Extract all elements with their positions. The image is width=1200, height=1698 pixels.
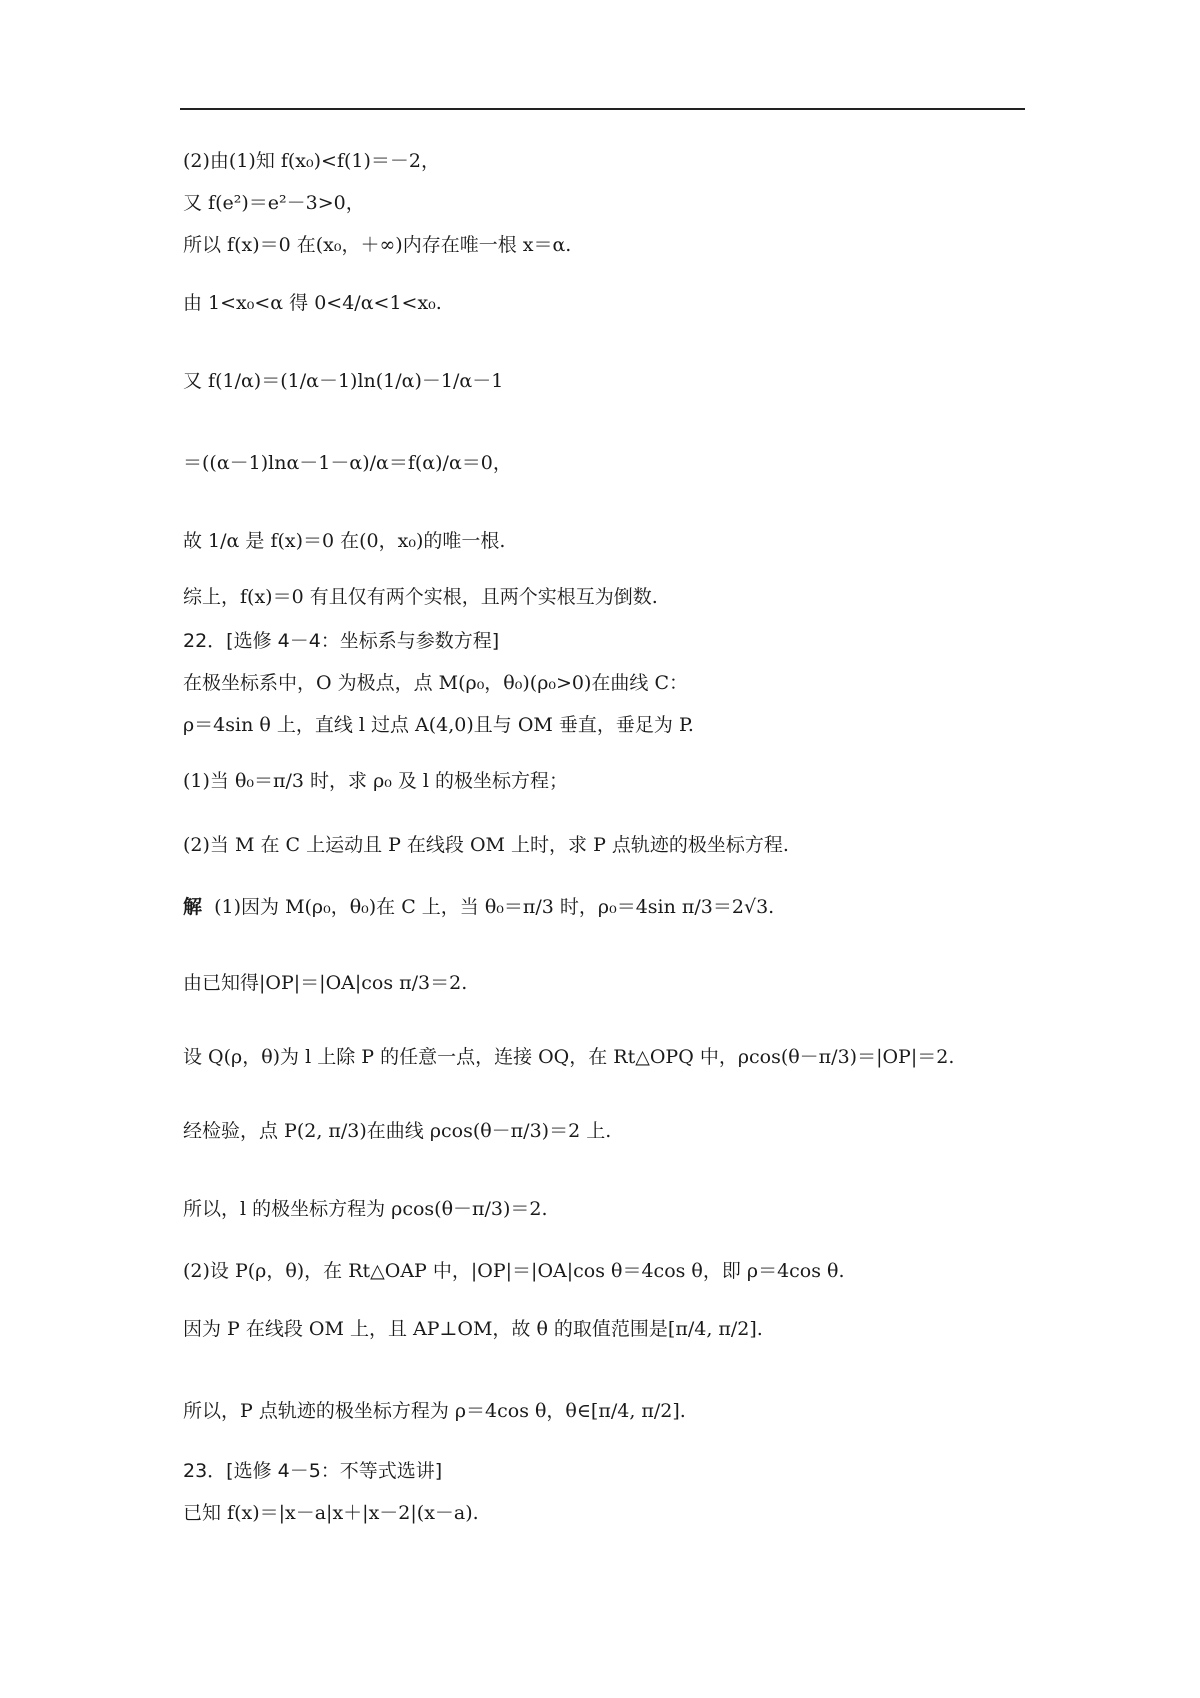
text-line: 已知 f(x)＝|x－a|x＋|x－2|(x－a). <box>183 1502 479 1524</box>
text-line: 所以，P 点轨迹的极坐标方程为 ρ＝4cos θ，θ∈[π/4, π/2]. <box>183 1400 686 1422</box>
text-line: 由已知得|OP|＝|OA|cos π/3＝2. <box>183 972 468 994</box>
header-rule <box>180 108 1025 110</box>
text-line: 经检验，点 P(2, π/3)在曲线 ρcos(θ－π/3)＝2 上. <box>183 1120 612 1142</box>
text-line: 所以 f(x)＝0 在(x₀，＋∞)内存在唯一根 x＝α. <box>183 234 572 256</box>
text-line: 故 1/α 是 f(x)＝0 在(0，x₀)的唯一根. <box>183 530 506 552</box>
text-line: 由 1<x₀<α 得 0<4/α<1<x₀. <box>183 292 442 314</box>
text-line: (1)当 θ₀＝π/3 时，求 ρ₀ 及 l 的极坐标方程； <box>183 770 569 792</box>
text-line: 在极坐标系中，O 为极点，点 M(ρ₀，θ₀)(ρ₀>0)在曲线 C： <box>183 672 688 694</box>
text-line: ρ＝4sin θ 上，直线 l 过点 A(4,0)且与 OM 垂直，垂足为 P. <box>183 714 694 736</box>
solve-label: 解 <box>183 896 203 918</box>
solution-text: (1)因为 M(ρ₀，θ₀)在 C 上，当 θ₀＝π/3 时，ρ₀＝4sin π/3＝2√3. <box>214 896 775 918</box>
text-line: 设 Q(ρ，θ)为 l 上除 P 的任意一点，连接 OQ，在 Rt△OPQ 中，ρcos(θ－π/3)＝|OP|＝2. <box>183 1046 955 1068</box>
text-line: (2)由(1)知 f(x₀)<f(1)＝－2， <box>183 150 441 172</box>
text-line: 所以，l 的极坐标方程为 ρcos(θ－π/3)＝2. <box>183 1198 548 1220</box>
text-line: 综上，f(x)＝0 有且仅有两个实根，且两个实根互为倒数. <box>183 586 658 608</box>
question-heading-22: 22．[选修 4－4：坐标系与参数方程] <box>183 630 500 652</box>
text-line: 因为 P 在线段 OM 上，且 AP⊥OM，故 θ 的取值范围是[π/4, π/2]. <box>183 1318 763 1340</box>
text-line: 又 f(e²)＝e²－3>0， <box>183 192 365 214</box>
question-heading-23: 23．[选修 4－5：不等式选讲] <box>183 1460 443 1482</box>
text-line: (2)设 P(ρ，θ)，在 Rt△OAP 中，|OP|＝|OA|cos θ＝4cos θ，即 ρ＝4cos θ. <box>183 1260 845 1282</box>
text-line: ＝((α－1)lnα－1－α)/α＝f(α)/α＝0， <box>183 452 512 474</box>
text-line: (2)当 M 在 C 上运动且 P 在线段 OM 上时，求 P 点轨迹的极坐标方程. <box>183 834 789 856</box>
text-line: 又 f(1/α)＝(1/α－1)ln(1/α)－1/α－1 <box>183 370 504 392</box>
solution-line <box>183 894 774 920</box>
